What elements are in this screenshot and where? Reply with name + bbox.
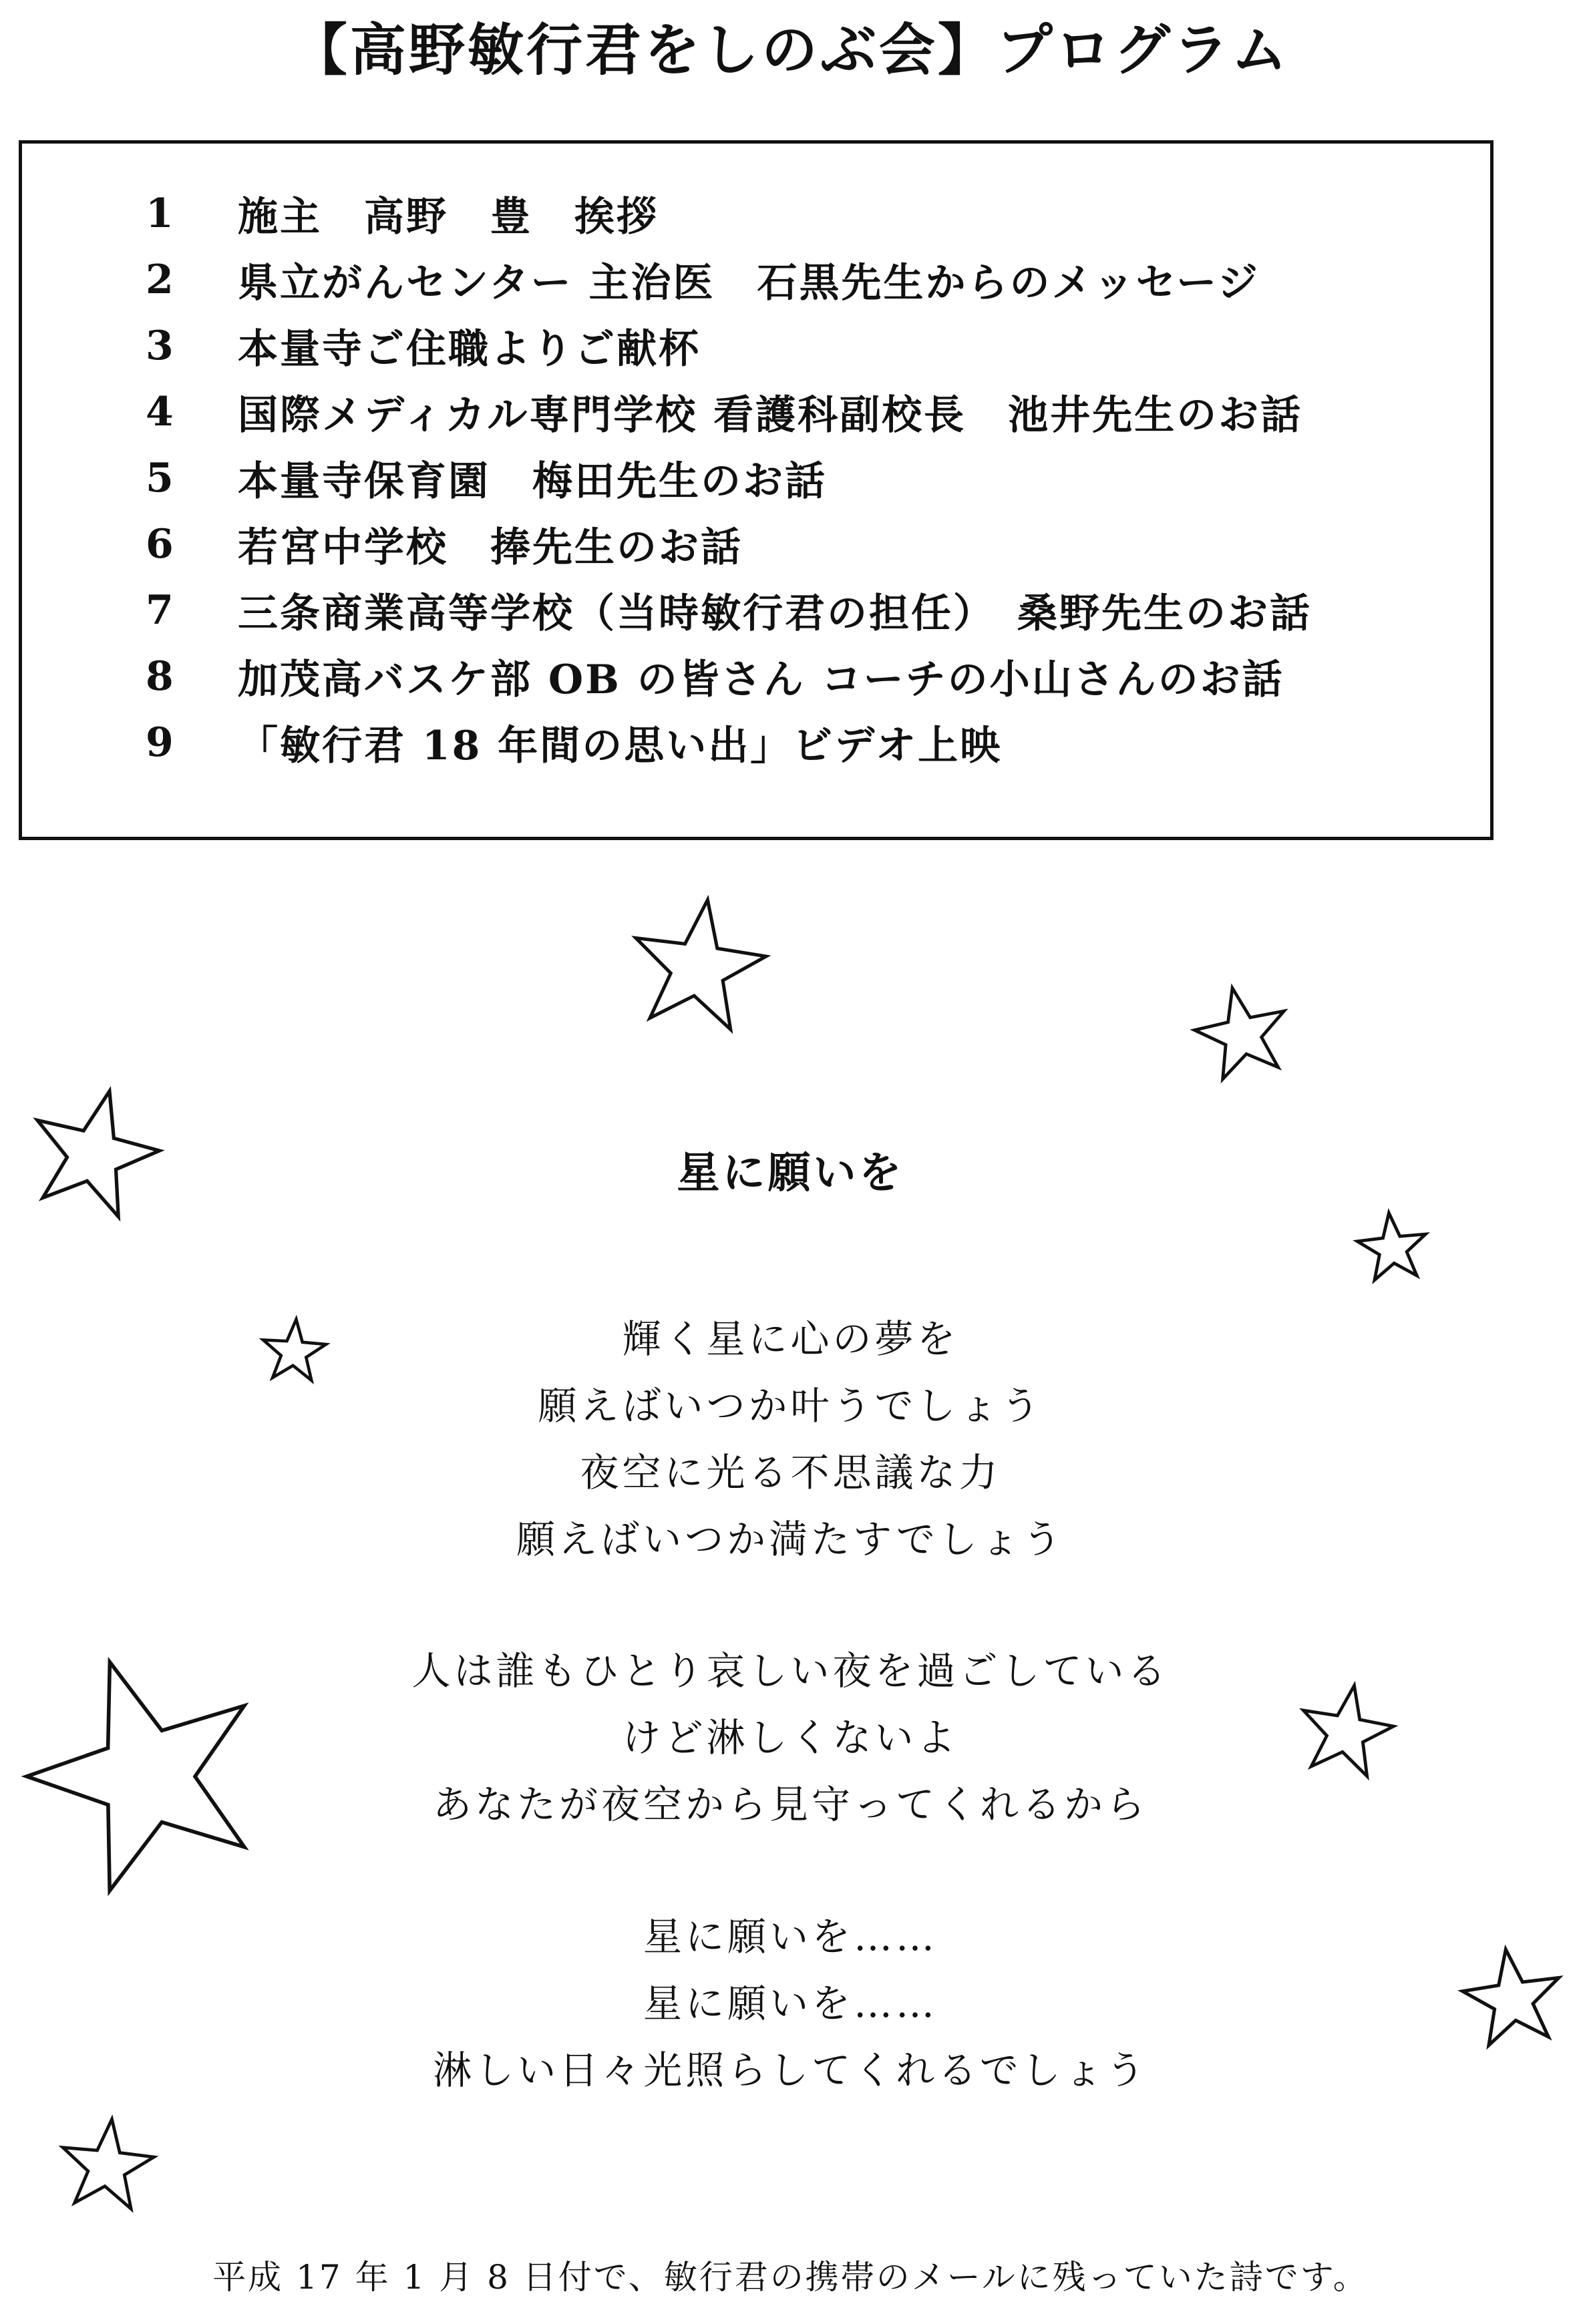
program-item-text: 本量寺ご住職よりご献杯 [238,325,701,373]
program-item-number: 8 [146,652,174,700]
star-outline-icon [257,1316,331,1389]
poem-line: 星に願いを…… [643,1914,938,1959]
footer-note: 平成 17 年 1 月 8 日付で、敏行君の携帯のメールに残っていた詩です。 [212,2258,1369,2297]
poem-line: 淋しい日々光照らしてくれるでしょう [433,2048,1148,2093]
program-item [146,246,1468,313]
program-item-text: 本量寺保育園 梅田先生のお話 [238,457,827,505]
program-item-text: 加茂高バスケ部 OB の皆さん コーチの小山さんのお話 [238,656,1284,703]
program-item-text: 国際メディカル専門学校 看護科副校長 池井先生のお話 [238,391,1303,439]
poem-line: 輝く星に心の夢を [622,1316,959,1362]
program-item [146,313,1468,379]
program-item-text: 「敏行君 18 年間の思い出」ビデオ上映 [238,722,1003,769]
program-item [146,180,1468,246]
poem-line: 夜空に光る不思議な力 [580,1450,1001,1495]
program-item-number: 6 [146,520,174,568]
star-outline-icon [1456,1943,1570,2057]
poem-title: 星に願いを [677,1148,904,1198]
poem-line: 星に願いを…… [643,1981,938,2026]
program-item [146,643,1468,709]
program-item-text: 施主 高野 豊 挨拶 [238,193,659,240]
poem-line: あなたが夜空から見守ってくれるから [432,1782,1148,1827]
program-list [146,180,1468,775]
poem-stanza [0,1903,1581,2104]
program-item-text: 若宮中学校 捧先生のお話 [238,524,743,571]
star-outline-icon [1189,982,1296,1089]
program-item-text: 県立がんセンター 主治医 石黒先生からのメッセージ [238,259,1260,307]
poem-line: けど淋しくないよ [622,1715,959,1760]
program-item [146,445,1468,511]
star-outline-icon [13,1643,281,1910]
star-outline-icon [20,1082,167,1229]
star-outline-icon [621,892,775,1045]
program-item-number: 9 [146,719,174,766]
program-item-number: 1 [146,190,174,237]
star-outline-icon [53,2114,160,2220]
poem-line: 願えばいつか叶うでしょう [538,1383,1043,1428]
poem-line: 願えばいつか満たすでしょう [516,1517,1065,1562]
program-item [146,577,1468,643]
page-title: 【高野敏行君をしのぶ会】プログラム [291,17,1290,83]
star-outline-icon [1353,1209,1433,1289]
program-item [146,709,1468,775]
program-item-number: 4 [146,388,174,435]
poem-line: 人は誰もひとり哀しい夜を過ごしている [411,1648,1170,1694]
program-item-text: 三条商業高等学校（当時敏行君の担任） 桑野先生のお話 [238,590,1312,637]
program-item-number: 5 [146,454,174,502]
program-item [146,379,1468,445]
program-item [146,511,1468,577]
program-item-number: 7 [146,586,174,634]
poem-stanza [0,1306,1581,1573]
program-item-number: 3 [146,322,174,369]
star-outline-icon [1292,1680,1399,1786]
program-item-number: 2 [146,256,174,303]
